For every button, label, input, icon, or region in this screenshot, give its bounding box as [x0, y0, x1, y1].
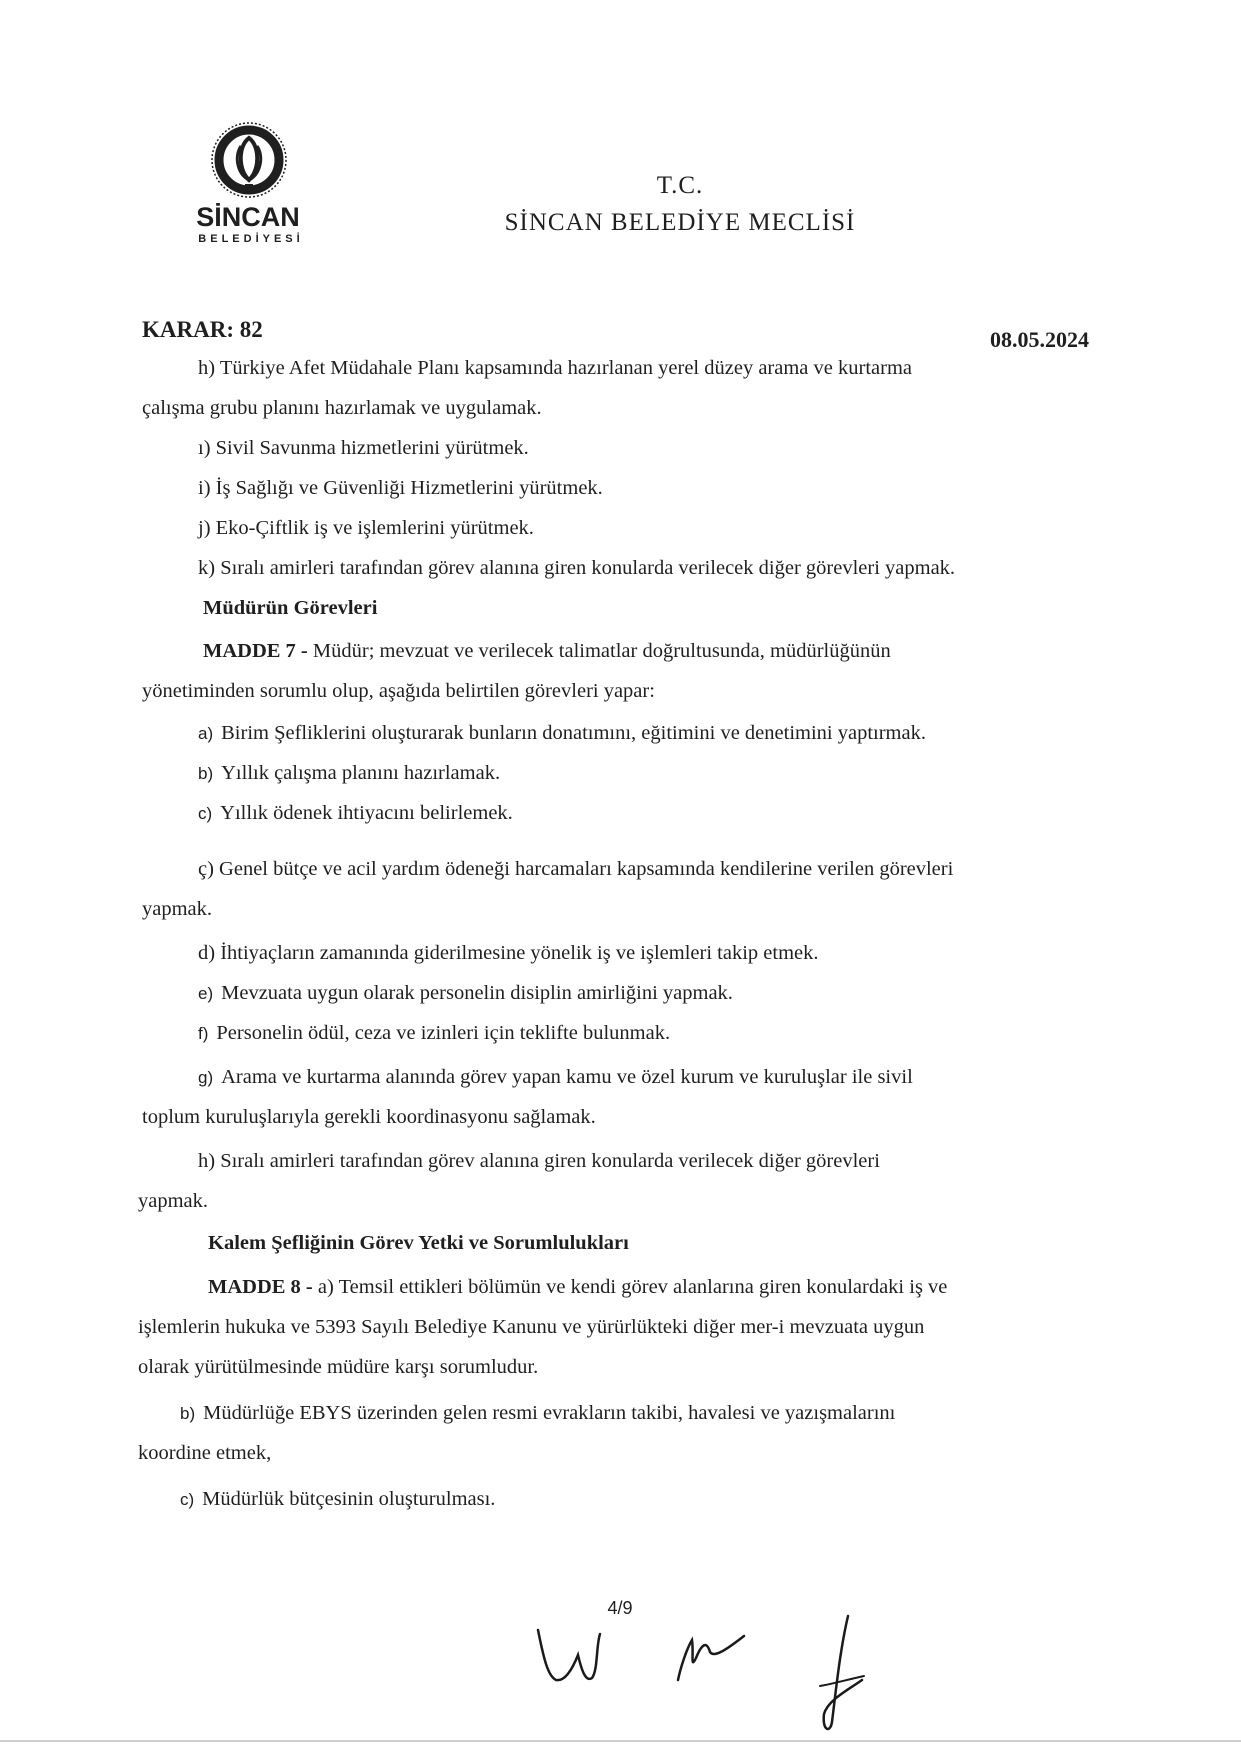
item-g-line-1 [198, 1066, 1113, 1089]
logo-subtitle: BELEDİYESİ [198, 233, 304, 245]
item-e [198, 982, 733, 1005]
handwritten-signatures [530, 1610, 910, 1740]
article-8-line-1 [208, 1276, 1113, 1299]
item-h-line-2: çalışma grubu planını hazırlamak ve uygulamak. [142, 397, 542, 419]
item-f-text: Personelin ödül, ceza ve izinleri için teklifte bulunmak. [216, 1022, 671, 1044]
article-8-label: MADDE 8 - [208, 1276, 313, 1298]
section-heading-director: Müdürün Görevleri [203, 597, 378, 619]
page-number: 4/9 [607, 1598, 633, 1618]
item-e-label: e) [198, 984, 214, 1003]
bottom-scan-edge [0, 1740, 1241, 1742]
item-c-cedilla-line-1: ç) Genel bütçe ve acil yardım ödeneği harcamaları kapsamında kendilerine verilen görevleri [198, 858, 954, 880]
item-a [198, 722, 926, 745]
article-7-label: MADDE 7 - [203, 640, 308, 662]
item-b [198, 762, 500, 785]
article-8-line-2: işlemlerin hukuka ve 5393 Sayılı Belediye Kanunu ve yürürlükteki diğer mer-i mevzuata uygun [138, 1316, 925, 1338]
item-c-text: Yıllık ödenek ihtiyacını belirlemek. [220, 802, 513, 824]
item-f-label: f) [198, 1024, 209, 1043]
article-7-line-2: yönetiminden sorumlu olup, aşağıda belirtilen görevleri yapar: [142, 680, 655, 702]
item-h-line-1: h) Türkiye Afet Müdahale Planı kapsamında hazırlanan yerel düzey arama ve kurtarma [198, 357, 912, 379]
item-h2-line-1: h) Sıralı amirleri tarafından görev alanına giren konularda verilecek diğer görevleri [198, 1150, 880, 1172]
item-g-line-2: toplum kuruluşlarıyla gerekli koordinasyonu sağlamak. [142, 1106, 596, 1128]
section-heading-clerk-office: Kalem Şefliğinin Görev Yetki ve Sorumlulukları [208, 1232, 629, 1254]
item-a-text: Birim Şefliklerini oluşturarak bunların donatımını, eğitimini ve denetimini yaptırmak. [221, 722, 926, 744]
item-g-text: Arama ve kurtarma alanında görev yapan kamu ve özel kurum ve kuruluşlar ile sivil [221, 1066, 913, 1088]
item-k: k) Sıralı amirleri tarafından görev alanına giren konularda verilecek diğer görevleri yapmak. [198, 557, 956, 579]
item-b-label: b) [198, 764, 214, 783]
item-b2-label: b) [180, 1404, 196, 1423]
item-c2 [180, 1488, 495, 1511]
item-i: i) İş Sağlığı ve Güvenliği Hizmetlerini yürütmek. [198, 477, 603, 499]
decision-number: KARAR: 82 [142, 317, 263, 342]
header-line-1: T.C. [656, 172, 704, 199]
article-7-line-1 [203, 640, 1113, 663]
item-b2-line-2: koordine etmek, [138, 1442, 272, 1464]
item-c2-text: Müdürlük bütçesinin oluşturulması. [202, 1488, 496, 1510]
article-8-text: a) Temsil ettikleri bölümün ve kendi görev alanlarına giren konulardaki iş ve [312, 1276, 948, 1298]
item-f [198, 1022, 670, 1045]
item-b2-line-1 [180, 1402, 1113, 1425]
item-j: j) Eko-Çiftlik iş ve işlemlerini yürütmek. [198, 517, 534, 539]
item-g-label: g) [198, 1068, 214, 1087]
article-7-text: Müdür; mevzuat ve verilecek talimatlar doğrultusunda, müdürlüğünün [307, 640, 891, 662]
tulip-emblem-icon [208, 118, 290, 204]
item-c [198, 802, 513, 825]
municipality-logo [178, 118, 320, 253]
item-b-text: Yıllık çalışma planını hazırlamak. [221, 762, 501, 784]
item-h2-line-2: yapmak. [138, 1190, 209, 1212]
header-line-2: SİNCAN BELEDİYE MECLİSİ [504, 209, 856, 236]
item-a-label: a) [198, 724, 214, 743]
decision-date: 08.05.2024 [990, 327, 1089, 352]
item-dotless-i: ı) Sivil Savunma hizmetlerini yürütmek. [198, 437, 529, 459]
item-b2-text: Müdürlüğe EBYS üzerinden gelen resmi evrakların takibi, havalesi ve yazışmalarını [203, 1402, 896, 1424]
item-c2-label: c) [180, 1490, 195, 1509]
item-d: d) İhtiyaçların zamanında giderilmesine yönelik iş ve işlemleri takip etmek. [198, 942, 819, 964]
item-c-cedilla-line-2: yapmak. [142, 898, 213, 920]
item-c-label: c) [198, 804, 213, 823]
item-e-text: Mevzuata uygun olarak personelin disiplin amirliğini yapmak. [221, 982, 733, 1004]
logo-name: SİNCAN [196, 202, 300, 232]
article-8-line-3: olarak yürütülmesinde müdüre karşı sorumludur. [138, 1356, 539, 1378]
